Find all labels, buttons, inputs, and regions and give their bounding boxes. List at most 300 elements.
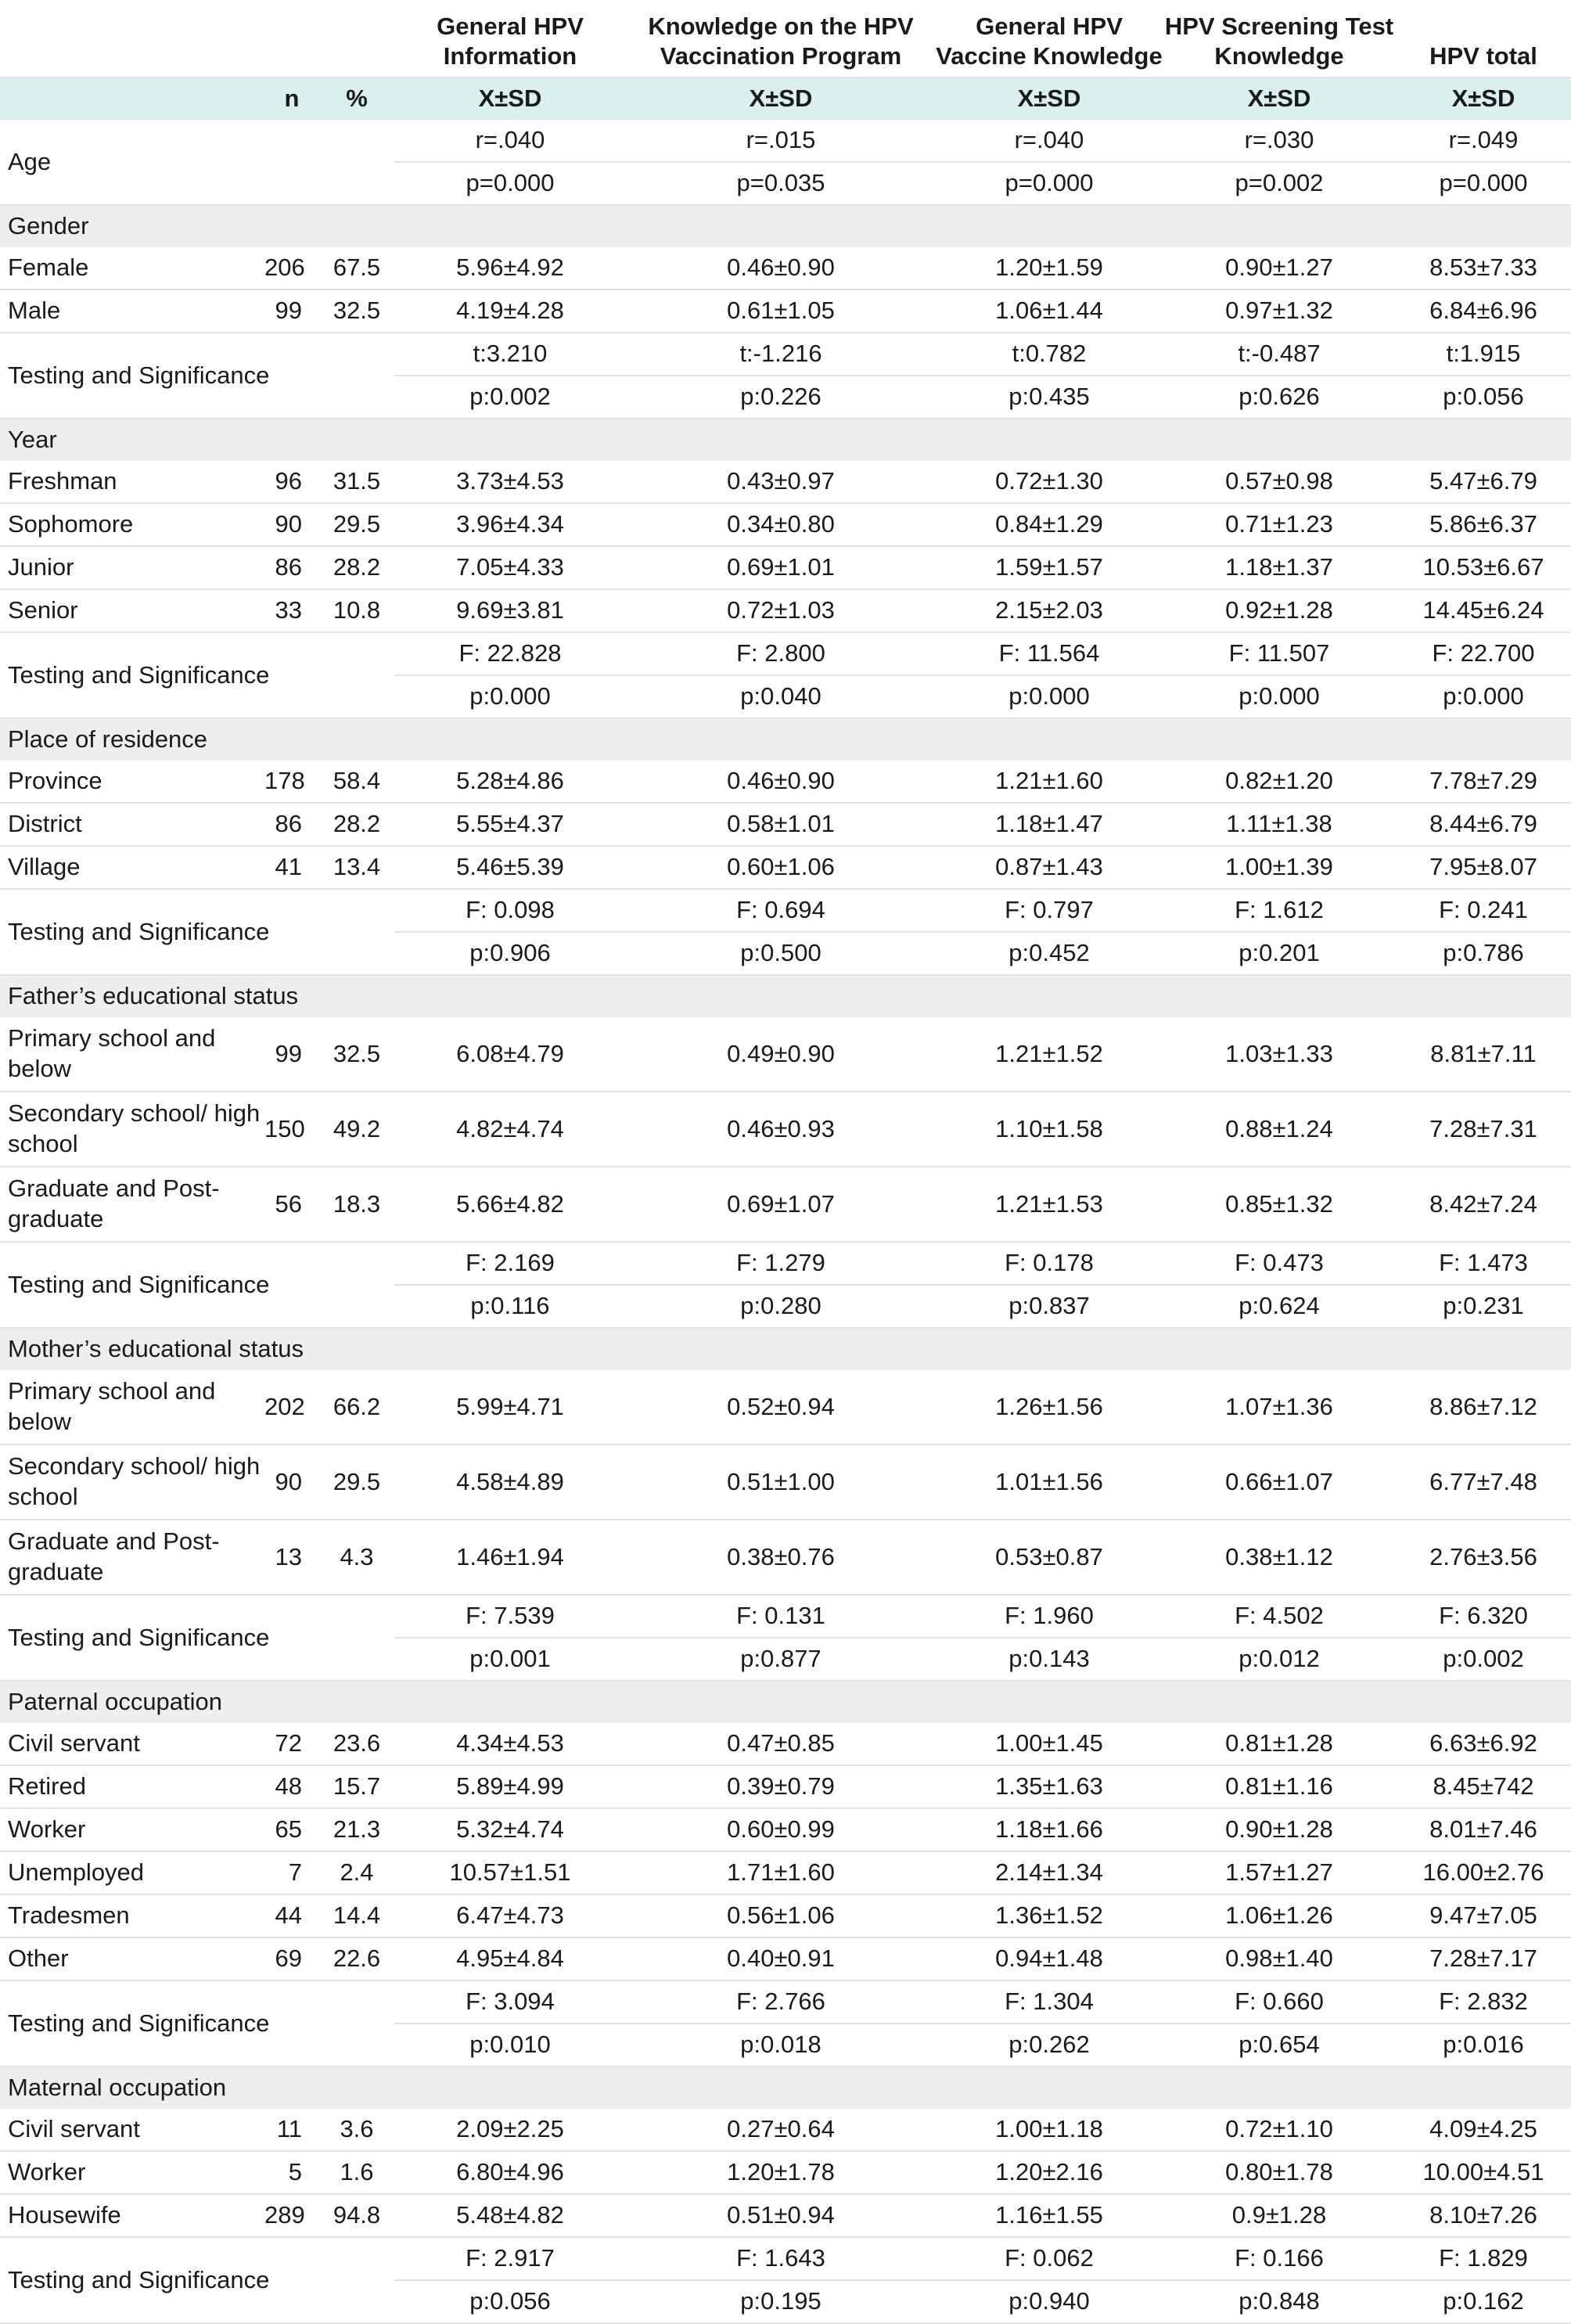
section-row [0, 975, 1571, 1017]
mean-sd-value: 8.01±7.46 [1396, 1808, 1571, 1851]
p-value: p:0.000 [394, 675, 626, 718]
table-row [0, 589, 1571, 632]
p-value: p:0.040 [626, 675, 936, 718]
mean-sd-value: 0.85±1.32 [1163, 1167, 1396, 1242]
table-row [0, 1444, 1571, 1520]
percent-value: 32.5 [319, 290, 394, 333]
table-body [0, 120, 1571, 2323]
n-value: 72 [264, 1723, 319, 1765]
test-statistic-row [0, 632, 1571, 675]
test-label: Testing and Significance [0, 632, 394, 718]
mean-sd-value: 0.53±0.87 [936, 1520, 1163, 1595]
table-row [0, 1808, 1571, 1851]
mean-sd-value: 0.51±0.94 [626, 2194, 936, 2237]
n-value: 86 [264, 546, 319, 589]
table-row [0, 1723, 1571, 1765]
test-statistic-row [0, 1595, 1571, 1638]
mean-sd-value: 1.21±1.60 [936, 761, 1163, 803]
mean-sd-value: 14.45±6.24 [1396, 589, 1571, 632]
mean-sd-value: 1.03±1.33 [1163, 1017, 1396, 1092]
percent-value: 23.6 [319, 1723, 394, 1765]
n-value: 289 [264, 2194, 319, 2237]
section-row [0, 419, 1571, 461]
mean-sd-value: 0.84±1.29 [936, 503, 1163, 546]
table-row [0, 1937, 1571, 1980]
mean-sd-value: 8.81±7.11 [1396, 1017, 1571, 1092]
test-statistic: F: 22.700 [1396, 632, 1571, 675]
test-statistic: F: 1.304 [936, 1980, 1163, 2024]
table-row [0, 761, 1571, 803]
mean-sd-value: 0.46±0.90 [626, 761, 936, 803]
row-label: Civil servant [0, 2109, 264, 2151]
table-row [0, 503, 1571, 546]
mean-sd-value: 7.05±4.33 [394, 546, 626, 589]
mean-sd-value: 4.19±4.28 [394, 290, 626, 333]
p-value: p:0.435 [936, 376, 1163, 419]
row-label: Senior [0, 589, 264, 632]
mean-sd-value: 0.46±0.93 [626, 1092, 936, 1167]
p-value: p:0.226 [626, 376, 936, 419]
table-row [0, 2151, 1571, 2194]
mean-sd-value: 1.21±1.53 [936, 1167, 1163, 1242]
p-value: p:0.201 [1163, 932, 1396, 975]
subheader-percent: % [319, 77, 394, 120]
test-statistic: F: 2.766 [626, 1980, 936, 2024]
mean-sd-value: 5.86±6.37 [1396, 503, 1571, 546]
p-value: p:0.280 [626, 1285, 936, 1328]
p-value: p:0.143 [936, 1638, 1163, 1681]
p-value: p:0.002 [1396, 1638, 1571, 1681]
mean-sd-value: 0.90±1.28 [1163, 1808, 1396, 1851]
mean-sd-value: 0.38±1.12 [1163, 1520, 1396, 1595]
test-statistic: F: 22.828 [394, 632, 626, 675]
percent-value: 29.5 [319, 503, 394, 546]
mean-sd-value: 1.46±1.94 [394, 1520, 626, 1595]
mean-sd-value: 1.06±1.26 [1163, 1894, 1396, 1937]
n-value: 202 [264, 1370, 319, 1444]
mean-sd-value: 5.96±4.92 [394, 247, 626, 290]
n-value: 41 [264, 846, 319, 889]
mean-sd-value: 0.69±1.01 [626, 546, 936, 589]
test-label: Testing and Significance [0, 333, 394, 419]
row-label: Housewife [0, 2194, 264, 2237]
percent-value: 94.8 [319, 2194, 394, 2237]
row-label: Secondary school/ high school [0, 1444, 264, 1520]
mean-sd-value: 0.69±1.07 [626, 1167, 936, 1242]
test-statistic: r=.049 [1396, 120, 1571, 162]
n-value: 99 [264, 290, 319, 333]
mean-sd-value: 0.80±1.78 [1163, 2151, 1396, 2194]
row-label: Village [0, 846, 264, 889]
mean-sd-value: 0.38±0.76 [626, 1520, 936, 1595]
mean-sd-value: 8.42±7.24 [1396, 1167, 1571, 1242]
mean-sd-value: 0.27±0.64 [626, 2109, 936, 2151]
mean-sd-value: 6.47±4.73 [394, 1894, 626, 1937]
test-label: Testing and Significance [0, 1980, 394, 2067]
mean-sd-value: 5.66±4.82 [394, 1167, 626, 1242]
table-row [0, 247, 1571, 290]
table-row [0, 1092, 1571, 1167]
column-header: HPV total [1396, 0, 1571, 77]
test-label: Testing and Significance [0, 2237, 394, 2323]
n-value: 33 [264, 589, 319, 632]
row-label: Civil servant [0, 1723, 264, 1765]
section-label: Year [0, 419, 1571, 461]
mean-sd-value: 0.81±1.28 [1163, 1723, 1396, 1765]
mean-sd-value: 2.15±2.03 [936, 589, 1163, 632]
mean-sd-value: 5.55±4.37 [394, 803, 626, 846]
p-value: p:0.877 [626, 1638, 936, 1681]
test-statistic: F: 2.917 [394, 2237, 626, 2280]
test-statistic: F: 0.062 [936, 2237, 1163, 2280]
test-statistic: t:3.210 [394, 333, 626, 376]
n-value: 65 [264, 1808, 319, 1851]
section-label: Paternal occupation [0, 1681, 1571, 1723]
subheader-mean-sd: X±SD [936, 77, 1163, 120]
n-value: 48 [264, 1765, 319, 1808]
mean-sd-value: 6.77±7.48 [1396, 1444, 1571, 1520]
n-value: 86 [264, 803, 319, 846]
test-label: Testing and Significance [0, 889, 394, 975]
test-statistic: r=.040 [936, 120, 1163, 162]
blank-header-cell [319, 0, 394, 77]
mean-sd-value: 1.59±1.57 [936, 546, 1163, 589]
mean-sd-value: 6.84±6.96 [1396, 290, 1571, 333]
mean-sd-value: 1.07±1.36 [1163, 1370, 1396, 1444]
section-label: Father’s educational status [0, 975, 1571, 1017]
n-value: 7 [264, 1851, 319, 1894]
table-header [0, 0, 1571, 120]
percent-value: 67.5 [319, 247, 394, 290]
p-value: p:0.262 [936, 2024, 1163, 2067]
mean-sd-value: 0.56±1.06 [626, 1894, 936, 1937]
subheader-mean-sd: X±SD [1396, 77, 1571, 120]
mean-sd-value: 0.52±0.94 [626, 1370, 936, 1444]
test-statistic: r=.040 [394, 120, 626, 162]
test-statistic: F: 11.507 [1163, 632, 1396, 675]
test-statistic: F: 4.502 [1163, 1595, 1396, 1638]
mean-sd-value: 1.57±1.27 [1163, 1851, 1396, 1894]
mean-sd-value: 1.71±1.60 [626, 1851, 936, 1894]
test-statistic: t:-0.487 [1163, 333, 1396, 376]
percent-value: 10.8 [319, 589, 394, 632]
mean-sd-value: 4.82±4.74 [394, 1092, 626, 1167]
row-label: Other [0, 1937, 264, 1980]
mean-sd-value: 1.00±1.39 [1163, 846, 1396, 889]
mean-sd-value: 0.72±1.10 [1163, 2109, 1396, 2151]
mean-sd-value: 0.66±1.07 [1163, 1444, 1396, 1520]
test-statistic: F: 2.832 [1396, 1980, 1571, 2024]
mean-sd-value: 10.00±4.51 [1396, 2151, 1571, 2194]
mean-sd-value: 0.97±1.32 [1163, 290, 1396, 333]
test-label: Age [0, 120, 394, 205]
percent-value: 21.3 [319, 1808, 394, 1851]
n-value: 11 [264, 2109, 319, 2151]
section-label: Mother’s educational status [0, 1328, 1571, 1370]
row-label: Freshman [0, 461, 264, 503]
mean-sd-value: 4.09±4.25 [1396, 2109, 1571, 2151]
test-statistic: F: 2.169 [394, 1242, 626, 1285]
mean-sd-value: 2.76±3.56 [1396, 1520, 1571, 1595]
mean-sd-value: 0.61±1.05 [626, 290, 936, 333]
mean-sd-value: 1.20±2.16 [936, 2151, 1163, 2194]
test-statistic: t:0.782 [936, 333, 1163, 376]
p-value: p:0.012 [1163, 1638, 1396, 1681]
mean-sd-value: 1.26±1.56 [936, 1370, 1163, 1444]
mean-sd-value: 0.57±0.98 [1163, 461, 1396, 503]
table-row [0, 546, 1571, 589]
n-value: 99 [264, 1017, 319, 1092]
p-value: p:0.940 [936, 2280, 1163, 2323]
test-statistic-row [0, 1980, 1571, 2024]
percent-value: 15.7 [319, 1765, 394, 1808]
p-value: p:0.195 [626, 2280, 936, 2323]
mean-sd-value: 1.00±1.45 [936, 1723, 1163, 1765]
n-value: 206 [264, 247, 319, 290]
table-row [0, 1851, 1571, 1894]
mean-sd-value: 0.40±0.91 [626, 1937, 936, 1980]
column-header: General HPV Information [394, 0, 626, 77]
test-statistic: F: 0.797 [936, 889, 1163, 932]
mean-sd-value: 1.35±1.63 [936, 1765, 1163, 1808]
mean-sd-value: 5.48±4.82 [394, 2194, 626, 2237]
percent-value: 49.2 [319, 1092, 394, 1167]
mean-sd-value: 9.69±3.81 [394, 589, 626, 632]
table-row [0, 2109, 1571, 2151]
table-row [0, 290, 1571, 333]
percent-value: 1.6 [319, 2151, 394, 2194]
test-statistic: F: 1.279 [626, 1242, 936, 1285]
p-value: p:0.016 [1396, 2024, 1571, 2067]
test-statistic: F: 0.660 [1163, 1980, 1396, 2024]
mean-sd-value: 0.9±1.28 [1163, 2194, 1396, 2237]
p-value: p:0.452 [936, 932, 1163, 975]
table-row [0, 1765, 1571, 1808]
percent-value: 31.5 [319, 461, 394, 503]
test-statistic: t:1.915 [1396, 333, 1571, 376]
row-label: Worker [0, 2151, 264, 2194]
percent-value: 28.2 [319, 803, 394, 846]
n-value: 69 [264, 1937, 319, 1980]
blank-subheader-cell [0, 77, 264, 120]
mean-sd-value: 8.45±742 [1396, 1765, 1571, 1808]
percent-value: 14.4 [319, 1894, 394, 1937]
subheader-mean-sd: X±SD [626, 77, 936, 120]
mean-sd-value: 0.72±1.03 [626, 589, 936, 632]
p-value: p=0.000 [1396, 162, 1571, 205]
percent-value: 3.6 [319, 2109, 394, 2151]
column-header: Knowledge on the HPV Vaccination Program [626, 0, 936, 77]
section-label: Maternal occupation [0, 2067, 1571, 2109]
test-statistic: r=.015 [626, 120, 936, 162]
mean-sd-value: 8.86±7.12 [1396, 1370, 1571, 1444]
mean-sd-value: 0.34±0.80 [626, 503, 936, 546]
p-value: p:0.000 [936, 675, 1163, 718]
p-value: p:0.116 [394, 1285, 626, 1328]
p-value: p:0.848 [1163, 2280, 1396, 2323]
mean-sd-value: 0.46±0.90 [626, 247, 936, 290]
blank-header-cell [0, 0, 264, 77]
n-value: 56 [264, 1167, 319, 1242]
row-label: Junior [0, 546, 264, 589]
row-label: Tradesmen [0, 1894, 264, 1937]
p-value: p:0.018 [626, 2024, 936, 2067]
p-value: p:0.906 [394, 932, 626, 975]
test-statistic: F: 0.473 [1163, 1242, 1396, 1285]
p-value: p:0.000 [1163, 675, 1396, 718]
mean-sd-value: 1.11±1.38 [1163, 803, 1396, 846]
mean-sd-value: 8.44±6.79 [1396, 803, 1571, 846]
mean-sd-value: 0.94±1.48 [936, 1937, 1163, 1980]
p-value: p=0.002 [1163, 162, 1396, 205]
test-statistic: F: 7.539 [394, 1595, 626, 1638]
mean-sd-value: 1.16±1.55 [936, 2194, 1163, 2237]
blank-header-cell [264, 0, 319, 77]
test-statistic: F: 1.612 [1163, 889, 1396, 932]
n-value: 96 [264, 461, 319, 503]
mean-sd-value: 5.28±4.86 [394, 761, 626, 803]
p-value: p=0.035 [626, 162, 936, 205]
row-label: Sophomore [0, 503, 264, 546]
mean-sd-value: 0.71±1.23 [1163, 503, 1396, 546]
mean-sd-value: 8.10±7.26 [1396, 2194, 1571, 2237]
test-statistic: F: 0.241 [1396, 889, 1571, 932]
p-value: p:0.231 [1396, 1285, 1571, 1328]
test-label: Testing and Significance [0, 1595, 394, 1681]
p-value: p:0.010 [394, 2024, 626, 2067]
mean-sd-value: 5.89±4.99 [394, 1765, 626, 1808]
mean-sd-value: 1.01±1.56 [936, 1444, 1163, 1520]
p-value: p:0.162 [1396, 2280, 1571, 2323]
mean-sd-value: 7.95±8.07 [1396, 846, 1571, 889]
mean-sd-value: 0.81±1.16 [1163, 1765, 1396, 1808]
section-row [0, 718, 1571, 761]
test-statistic-row [0, 889, 1571, 932]
mean-sd-value: 0.43±0.97 [626, 461, 936, 503]
test-statistic: t:-1.216 [626, 333, 936, 376]
row-label: Female [0, 247, 264, 290]
percent-value: 66.2 [319, 1370, 394, 1444]
p-value: p:0.786 [1396, 932, 1571, 975]
test-statistic: F: 0.694 [626, 889, 936, 932]
test-statistic: F: 0.166 [1163, 2237, 1396, 2280]
n-value: 178 [264, 761, 319, 803]
percent-value: 29.5 [319, 1444, 394, 1520]
test-statistic: F: 1.960 [936, 1595, 1163, 1638]
mean-sd-value: 0.60±0.99 [626, 1808, 936, 1851]
mean-sd-value: 6.80±4.96 [394, 2151, 626, 2194]
table-row [0, 2194, 1571, 2237]
percent-value: 4.3 [319, 1520, 394, 1595]
mean-sd-value: 5.99±4.71 [394, 1370, 626, 1444]
section-row [0, 1328, 1571, 1370]
p-value: p:0.837 [936, 1285, 1163, 1328]
section-row [0, 2067, 1571, 2109]
mean-sd-value: 10.53±6.67 [1396, 546, 1571, 589]
p-value: p:0.056 [394, 2280, 626, 2323]
test-statistic: F: 3.094 [394, 1980, 626, 2024]
column-header: General HPV Vaccine Knowledge [936, 0, 1163, 77]
mean-sd-value: 0.39±0.79 [626, 1765, 936, 1808]
section-row [0, 1681, 1571, 1723]
p-value: p:0.002 [394, 376, 626, 419]
table-row [0, 1520, 1571, 1595]
mean-sd-value: 3.73±4.53 [394, 461, 626, 503]
row-label: Retired [0, 1765, 264, 1808]
p-value: p=0.000 [394, 162, 626, 205]
mean-sd-value: 5.46±5.39 [394, 846, 626, 889]
row-label: Male [0, 290, 264, 333]
mean-sd-value: 4.34±4.53 [394, 1723, 626, 1765]
row-label: Primary school and below [0, 1017, 264, 1092]
test-statistic-row [0, 1242, 1571, 1285]
p-value: p:0.001 [394, 1638, 626, 1681]
mean-sd-value: 2.14±1.34 [936, 1851, 1163, 1894]
p-value: p:0.654 [1163, 2024, 1396, 2067]
mean-sd-value: 7.28±7.17 [1396, 1937, 1571, 1980]
table-row [0, 846, 1571, 889]
mean-sd-value: 2.09±2.25 [394, 2109, 626, 2151]
p-value: p=0.000 [936, 162, 1163, 205]
mean-sd-value: 1.00±1.18 [936, 2109, 1163, 2151]
mean-sd-value: 0.72±1.30 [936, 461, 1163, 503]
percent-value: 13.4 [319, 846, 394, 889]
table-row [0, 1167, 1571, 1242]
row-label: Graduate and Post-graduate [0, 1167, 264, 1242]
table-row [0, 803, 1571, 846]
mean-sd-value: 1.18±1.66 [936, 1808, 1163, 1851]
percent-value: 2.4 [319, 1851, 394, 1894]
row-label: Worker [0, 1808, 264, 1851]
n-value: 90 [264, 503, 319, 546]
mean-sd-value: 3.96±4.34 [394, 503, 626, 546]
n-value: 150 [264, 1092, 319, 1167]
percent-value: 28.2 [319, 546, 394, 589]
mean-sd-value: 5.47±6.79 [1396, 461, 1571, 503]
percent-value: 32.5 [319, 1017, 394, 1092]
percent-value: 18.3 [319, 1167, 394, 1242]
row-label: Graduate and Post-graduate [0, 1520, 264, 1595]
p-value: p:0.056 [1396, 376, 1571, 419]
section-row [0, 205, 1571, 247]
row-label: Province [0, 761, 264, 803]
mean-sd-value: 0.49±0.90 [626, 1017, 936, 1092]
row-label: Secondary school/ high school [0, 1092, 264, 1167]
mean-sd-value: 1.18±1.47 [936, 803, 1163, 846]
n-value: 5 [264, 2151, 319, 2194]
table-row [0, 1017, 1571, 1092]
test-statistic: F: 0.098 [394, 889, 626, 932]
test-statistic: F: 2.800 [626, 632, 936, 675]
mean-sd-value: 1.36±1.52 [936, 1894, 1163, 1937]
mean-sd-value: 6.63±6.92 [1396, 1723, 1571, 1765]
subheader-mean-sd: X±SD [394, 77, 626, 120]
column-header: HPV Screening Test Knowledge [1163, 0, 1396, 77]
p-value: p:0.624 [1163, 1285, 1396, 1328]
n-value: 13 [264, 1520, 319, 1595]
mean-sd-value: 0.58±1.01 [626, 803, 936, 846]
test-statistic: r=.030 [1163, 120, 1396, 162]
n-value: 44 [264, 1894, 319, 1937]
p-value: p:0.626 [1163, 376, 1396, 419]
mean-sd-value: 0.90±1.27 [1163, 247, 1396, 290]
mean-sd-value: 4.58±4.89 [394, 1444, 626, 1520]
mean-sd-value: 10.57±1.51 [394, 1851, 626, 1894]
test-statistic: F: 1.473 [1396, 1242, 1571, 1285]
test-label: Testing and Significance [0, 1242, 394, 1328]
mean-sd-value: 0.88±1.24 [1163, 1092, 1396, 1167]
mean-sd-value: 0.98±1.40 [1163, 1937, 1396, 1980]
